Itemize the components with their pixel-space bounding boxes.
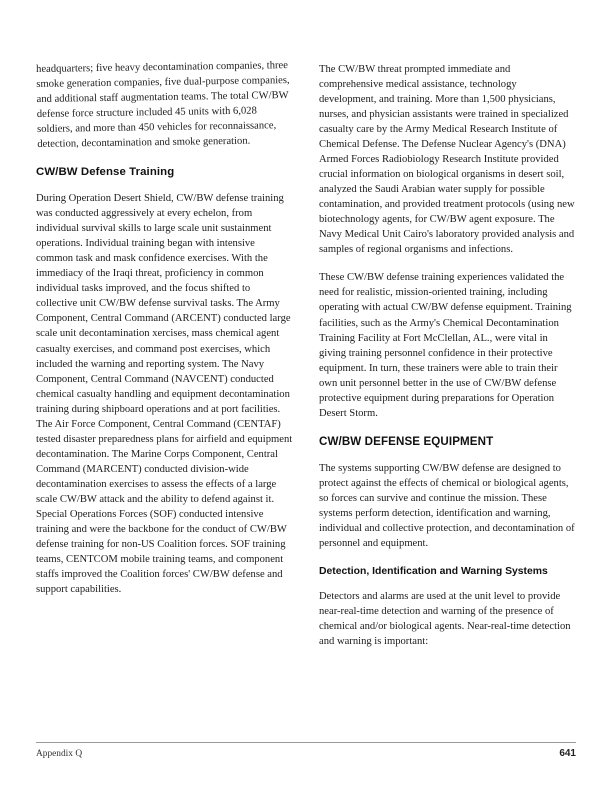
paragraph-training: During Operation Desert Shield, CW/BW defense training was conducted aggressively at every echelon, from individual survival skills to large scale unit sustainment operations. Individual training began with intensive common task and mask confidence exercises. With the immediacy of the Iraqi threat, proficiency in common individual tasks improved, and the focus shifted to collective unit CW/BW defense survival tasks. The Army Component, Central Command (ARCENT) conducted large scale unit decontamination xercises, mass chemical agent casualty exercises, and command post exercises, which included the warning and reporting system. The Navy Component, Central Command (NAVCENT) conducted chemical casualty handling and equipment decontamination training during shipboard operations and at port facilities. The Air Force Component, Central Command (CENTAF) tested disaster preparedness plans for airfield and equipment decontamination. The Marine Corps Component, Central Command (MARCENT) conducted division-wide decontamination exercises to assess the effects of a large scale CW/BW attack and the ability to defend against it. Special Operations Forces (SOF) conducted intensive training and were the backbone for the conduct of CW/BW defense training for non-US Coalition forces. SOF training teams, CENTCOM mobile training teams, and component staffs improved the Coalition forces' CW/BW defense and support capabilities. xyxy=(36,193,293,595)
paragraph-equipment-systems: The systems supporting CW/BW defense are designed to protect against the effects of chemical or biological agents, so forces can survive and continue the mission. These systems perform detection, identification and warning, individual and collective protection, and decontamination of personnel and equipment. xyxy=(319,462,575,549)
heading-cwbw-defense-equipment: CW/BW DEFENSE EQUIPMENT xyxy=(319,434,494,448)
paragraph-medical-support: The CW/BW threat prompted immediate and comprehensive medical assistance, technology development, and training. More than 1,500 physicians, nurses, and physician assistants were trained in specialized casualty care by the Army Medical Research Institute of Chemical Defense. The Defense Nuclear Agency's (DNA) Armed Forces Radiobiology Research Institute provided crucial information on biological organisms in desert soil, analyzed the Saudi Arabian water supply for possible contamination, and provided treatment protocols (using new biotechnology agents, for CW/BW agent exposure. The Navy Medical Unit Cairo's laboratory provided analysis and samples of regional organisms and infections. xyxy=(319,64,575,256)
left-column-continued-block xyxy=(36,58,294,152)
footer-appendix-label: Appendix Q xyxy=(36,749,83,759)
left-column xyxy=(36,62,293,722)
paragraph-continued: headquarters; five heavy decontamination companies, three smoke generation companies, five dual-purpose companies, and additional staff augmentation teams. The total CW/BW defense force structure included 45 units with 6,028 soldiers, and more than 450 vehicles for reconnaissance, detection, decontamination and smoke generation. xyxy=(36,60,290,151)
page-footer xyxy=(36,742,576,759)
heading-detection-identification-warning: Detection, Identification and Warning Systems xyxy=(319,565,548,577)
heading-cwbw-defense-training: CW/BW Defense Training xyxy=(36,166,175,179)
paragraph-training-validation: These CW/BW defense training experiences validated the need for realistic, mission-oriented training, including operating with actual CW/BW defense equipment. Training facilities, such as the Army's Chemical Decontamination Training Facility at Fort McClellan, AL., were vital in giving training personnel confidence in their protective equipment. In turn, these trainers were able to train their own unit personnel better in the use of CW/BW defense protective equipment during preparations for Operation Desert Storm. xyxy=(319,272,572,419)
page-content xyxy=(36,62,576,722)
paragraph-detection-systems: Detectors and alarms are used at the unit level to provide near-real-time detection and warning of the presence of chemical and/or biological agents. Near-real-time detection and warning is important: xyxy=(319,590,571,647)
right-column xyxy=(319,62,576,722)
footer-page-number: 641 xyxy=(559,748,576,759)
